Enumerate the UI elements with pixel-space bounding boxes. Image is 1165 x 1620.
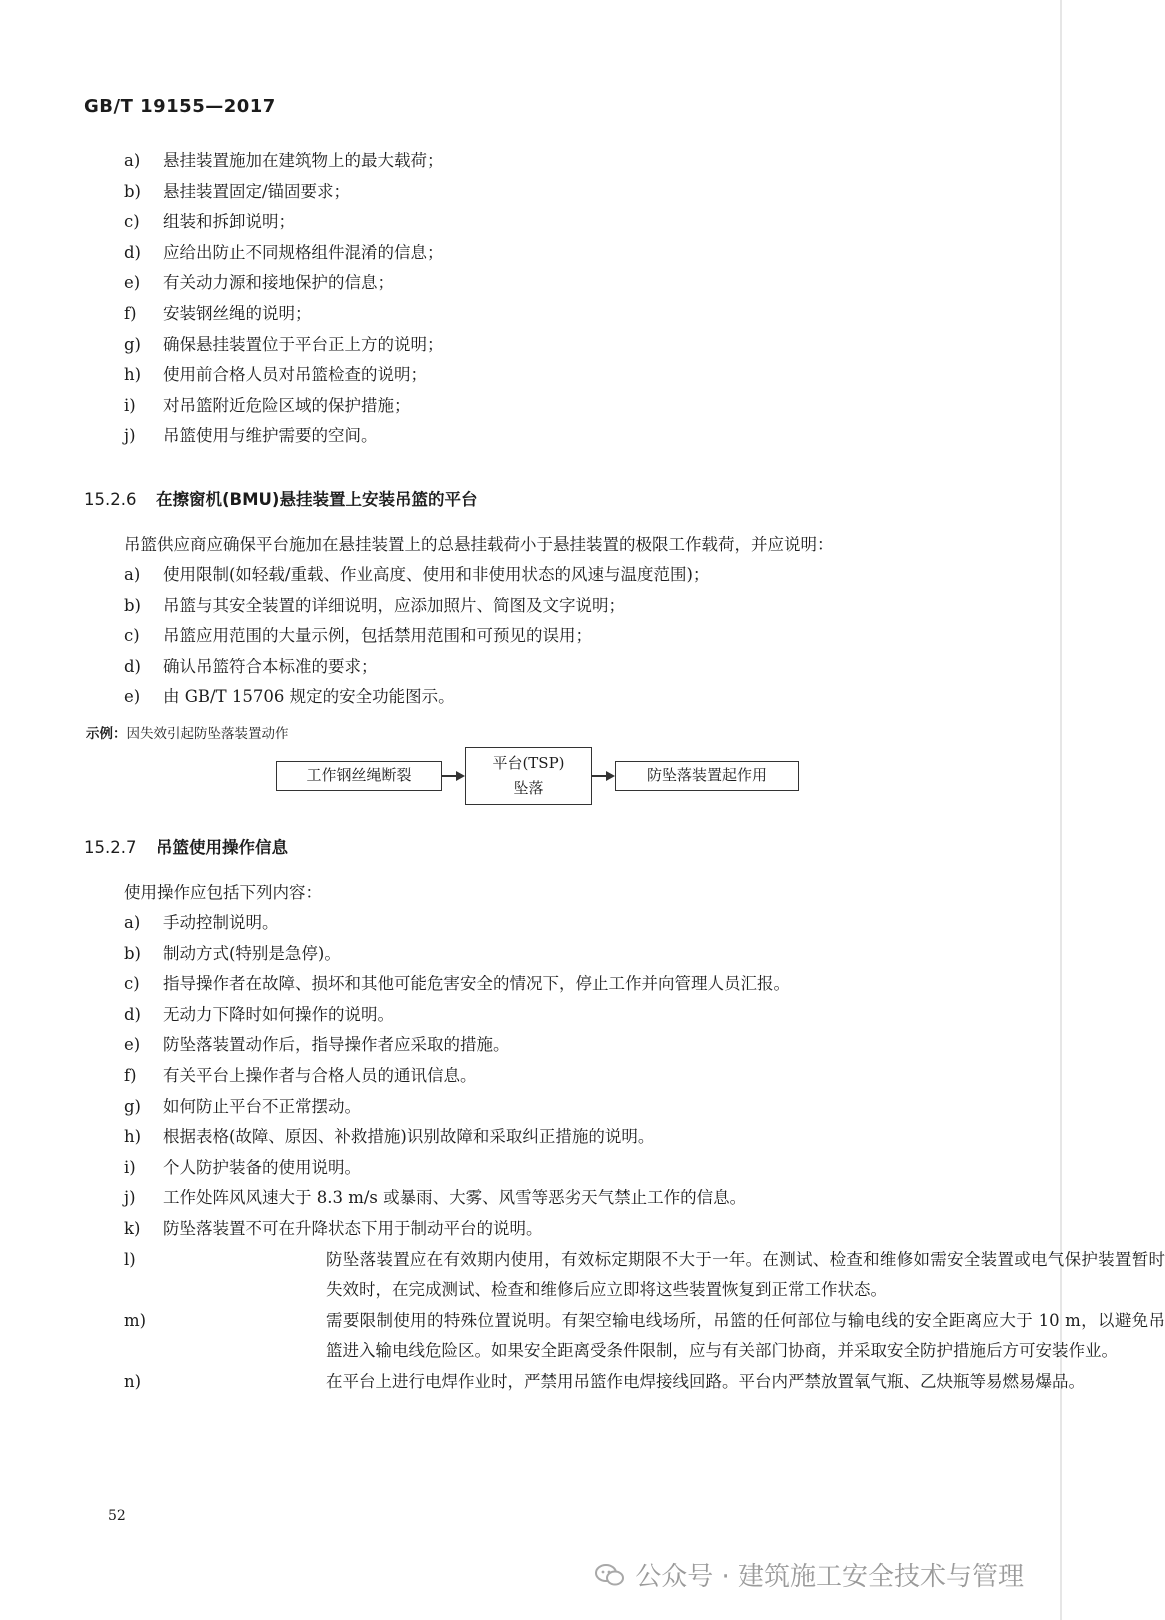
list-item: i) 个人防护装备的使用说明。	[124, 1157, 361, 1177]
list-item: g) 确保悬挂装置位于平台正上方的说明；	[124, 334, 444, 354]
section-15-2-7-list	[0, 908, 1165, 1398]
list-item: b) 制动方式(特别是急停)。	[124, 943, 341, 963]
list-item: d) 无动力下降时如何操作的说明。	[124, 1004, 394, 1024]
list-item: i) 对吊篮附近危险区域的保护措施；	[124, 395, 411, 415]
list-item: b) 悬挂装置固定/锚固要求；	[124, 181, 351, 201]
list-item: d) 确认吊篮符合本标准的要求；	[124, 656, 378, 676]
wechat-icon	[595, 1563, 625, 1587]
list-item: a) 悬挂装置施加在建筑物上的最大载荷；	[124, 151, 444, 170]
section-heading-15-2-7: 15.2.7 吊篮使用操作信息	[84, 838, 288, 857]
list-item: f) 安装钢丝绳的说明；	[124, 303, 312, 323]
standard-code-header: GB/T 19155—2017	[84, 96, 276, 117]
flow-box-platform-fall: 平台(TSP) 坠落	[465, 747, 592, 805]
list-item: d) 应给出防止不同规格组件混淆的信息；	[124, 242, 444, 262]
list-item: b) 吊篮与其安全装置的详细说明，应添加照片、简图及文字说明；	[124, 595, 625, 615]
list-item: e) 有关动力源和接地保护的信息；	[124, 273, 394, 293]
list-item: m) 需要限制使用的特殊位置说明。有架空输电线场所，吊篮的任何部位与输电线的安全距离应大于 10 m，以避免吊篮进入输电线危险区。如果安全距离受条件限制，应与有关部门协商，并采取安全防护措施后方可安装作业。	[124, 1310, 1165, 1361]
flow-box-rope-break: 工作钢丝绳断裂	[276, 761, 442, 791]
example-caption: 示例：因失效引起防坠落装置动作	[86, 726, 289, 742]
section-intro: 使用操作应包括下列内容：	[124, 883, 322, 902]
section-15-2-6-list	[0, 560, 1080, 713]
wechat-watermark	[595, 1556, 1024, 1593]
watermark-text: 公众号 · 建筑施工安全技术与管理	[635, 1562, 1024, 1592]
list-item: h) 根据表格(故障、原因、补救措施)识别故障和采取纠正措施的说明。	[124, 1127, 655, 1147]
list-item: c) 指导操作者在故障、损坏和其他可能危害安全的情况下，停止工作并向管理人员汇报。	[124, 974, 790, 994]
list-item: f) 有关平台上操作者与合格人员的通讯信息。	[124, 1065, 477, 1085]
list-item: n) 在平台上进行电焊作业时，严禁用吊篮作电焊接线回路。平台内严禁放置氧气瓶、乙炔瓶等易燃易爆品。	[124, 1371, 1085, 1391]
list-item: e) 由 GB/T 15706 规定的安全功能图示。	[124, 687, 455, 707]
list-item: g) 如何防止平台不正常摆动。	[124, 1096, 361, 1116]
list-item: l) 防坠落装置应在有效期内使用，有效标定期限不大于一年。在测试、检查和维修如需安全装置或电气保护装置暂时失效时，在完成测试、检查和维修后应立即将这些装置恢复到正常工作状态。	[124, 1249, 1165, 1300]
page-number: 52	[108, 1508, 126, 1524]
list-item: c) 吊篮应用范围的大量示例，包括禁用范围和可预见的误用；	[124, 626, 592, 646]
list-item: j) 吊篮使用与维护需要的空间。	[124, 426, 378, 446]
list-item: k) 防坠落装置不可在升降状态下用于制动平台的说明。	[124, 1218, 543, 1238]
requirements-list	[0, 146, 1080, 452]
list-item: a) 使用限制(如轻载/重载、作业高度、使用和非使用状态的风速与温度范围)；	[124, 565, 710, 584]
arrow-right-icon	[606, 771, 615, 781]
list-item: j) 工作处阵风风速大于 8.3 m/s 或暴雨、大雾、风雪等恶劣天气禁止工作的信息。	[124, 1188, 747, 1208]
section-heading-15-2-6: 15.2.6 在擦窗机(BMU)悬挂装置上安装吊篮的平台	[84, 490, 478, 509]
list-item: c) 组装和拆卸说明；	[124, 212, 295, 232]
list-item: a) 手动控制说明。	[124, 913, 279, 932]
list-item: h) 使用前合格人员对吊篮检查的说明；	[124, 365, 427, 385]
flow-box-fall-arrest-activated: 防坠落装置起作用	[615, 761, 799, 791]
list-item: e) 防坠落装置动作后，指导操作者应采取的措施。	[124, 1035, 510, 1055]
arrow-right-icon	[456, 771, 465, 781]
section-intro: 吊篮供应商应确保平台施加在悬挂装置上的总悬挂载荷小于悬挂装置的极限工作载荷，并应说明：	[124, 535, 834, 554]
